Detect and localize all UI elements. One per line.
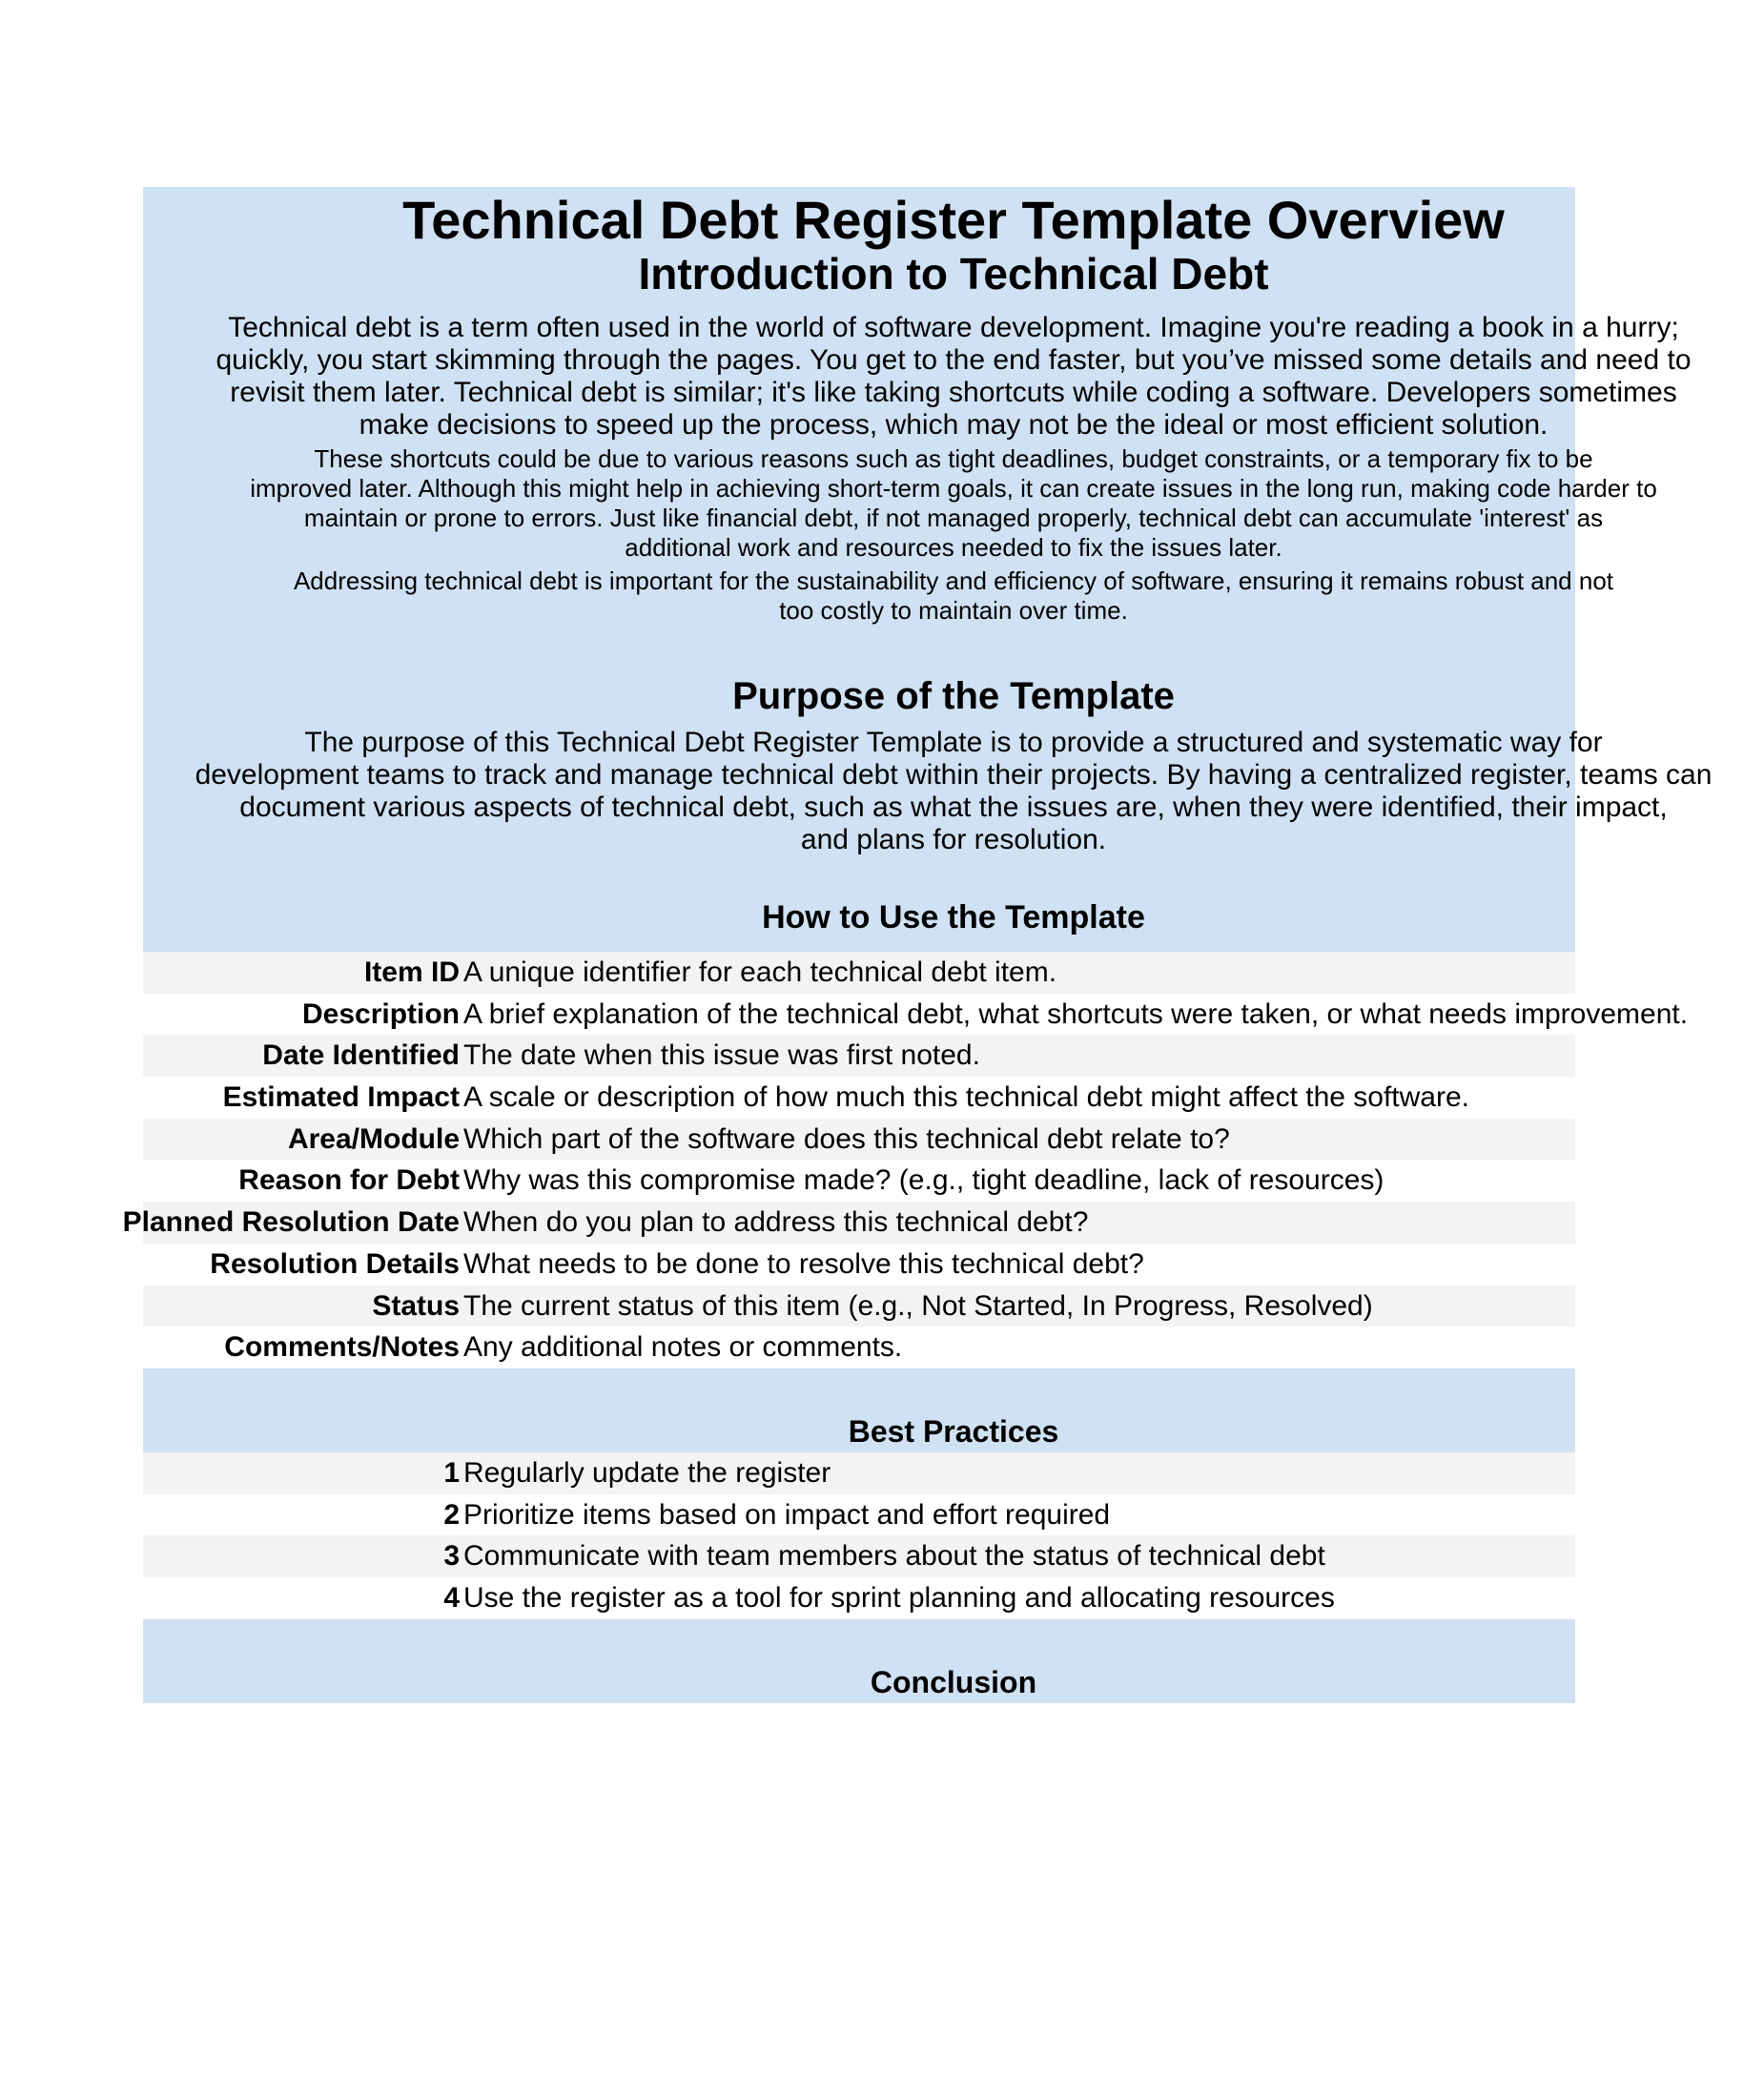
field-row (143, 1244, 1575, 1286)
list-item-number: 1 (443, 1456, 460, 1489)
field-label: Comments/Notes (224, 1331, 460, 1364)
document-title: Technical Debt Register Template Overview (402, 190, 1505, 250)
list-item-number: 2 (443, 1498, 460, 1531)
intro-paragraph-2: These shortcuts could be due to various reasons such as tight deadlines, budget constraints, or a temporary fix to be improved later. Although this might help in achieving short-term goals, it can create issues in the long run, making code harder to maintain or prone to errors. Just like financial debt, if not managed properly, technical debt can accumulate 'interest' as additional work and resources needed to fix the issues later. (250, 444, 1657, 562)
field-description: A scale or description of how much this technical debt might affect the software. (463, 1081, 1469, 1114)
list-item (143, 1452, 1575, 1494)
field-label: Status (372, 1289, 460, 1322)
field-row (143, 1327, 1575, 1368)
best-practices-heading: Best Practices (848, 1413, 1059, 1449)
howto-heading: How to Use the Template (762, 899, 1145, 936)
list-item-text: Prioritize items based on impact and effort required (463, 1498, 1111, 1531)
field-description: What needs to be done to resolve this technical debt? (463, 1247, 1144, 1280)
field-row (143, 952, 1575, 994)
field-description: When do you plan to address this technical debt? (463, 1206, 1089, 1239)
list-item (143, 1494, 1575, 1536)
field-description: Why was this compromise made? (e.g., tight deadline, lack of resources) (463, 1164, 1385, 1197)
field-row (122, 1202, 1575, 1244)
field-label: Resolution Details (210, 1247, 460, 1280)
field-definitions (122, 952, 1689, 1368)
list-item-text: Use the register as a tool for sprint planning and allocating resources (463, 1581, 1335, 1614)
intro-heading: Introduction to Technical Debt (638, 249, 1269, 298)
purpose-paragraph: The purpose of this Technical Debt Register Template is to provide a structured and systematic way for development teams to track and manage technical debt within their projects. By having a centralized register, teams can document various aspects of technical debt, such as what the issues are, when they were identified, their impact, and plans for resolution. (195, 727, 1713, 855)
field-row (143, 1077, 1575, 1119)
conclusion-heading: Conclusion (870, 1664, 1037, 1699)
field-row (143, 1035, 1575, 1077)
conclusion-band (143, 1619, 1575, 1703)
document-sheet (122, 187, 1713, 1703)
intro-paragraph-3: Addressing technical debt is important for the sustainability and efficiency of software, ensuring it remains robust and not too costly to maintain over time. (293, 566, 1614, 625)
field-label: Planned Resolution Date (122, 1206, 460, 1239)
overview-band (143, 187, 1713, 952)
intro-paragraph-1: Technical debt is a term often used in the world of software development. Imagine you're reading a book in a hurry; quickly, you start skimming through the pages. You get to the end faster, but you’ve missed some details and need to revisit them later. Technical debt is similar; it's like taking shortcuts while coding a software. Developers sometimes make decisions to speed up the process, which may not be the ideal or most efficient solution. (215, 312, 1692, 441)
field-description: Any additional notes or comments. (463, 1331, 903, 1364)
field-description: A unique identifier for each technical debt item. (463, 956, 1057, 988)
field-label: Reason for Debt (238, 1164, 460, 1197)
list-item-number: 3 (443, 1540, 460, 1573)
list-item-number: 4 (443, 1581, 460, 1614)
field-description: Which part of the software does this technical debt relate to? (463, 1122, 1230, 1155)
field-row (143, 994, 1689, 1036)
field-row (143, 1160, 1575, 1202)
field-label: Date Identified (262, 1039, 460, 1072)
list-item-text: Communicate with team members about the status of technical debt (463, 1540, 1325, 1573)
list-item (143, 1577, 1575, 1619)
best-practices-list (143, 1452, 1575, 1619)
best-practices-band (143, 1368, 1575, 1452)
field-description: The date when this issue was first noted. (463, 1039, 980, 1072)
list-item (143, 1535, 1575, 1577)
field-row (143, 1286, 1575, 1327)
field-label: Estimated Impact (222, 1081, 460, 1114)
purpose-heading: Purpose of the Template (732, 675, 1175, 717)
field-label: Description (301, 998, 460, 1030)
field-label: Item ID (363, 956, 460, 988)
field-label: Area/Module (287, 1122, 460, 1155)
field-description: A brief explanation of the technical debt, what shortcuts were taken, or what needs improvement. (463, 998, 1689, 1030)
list-item-text: Regularly update the register (463, 1456, 831, 1489)
field-row (143, 1119, 1575, 1161)
field-description: The current status of this item (e.g., Not Started, In Progress, Resolved) (463, 1289, 1373, 1322)
